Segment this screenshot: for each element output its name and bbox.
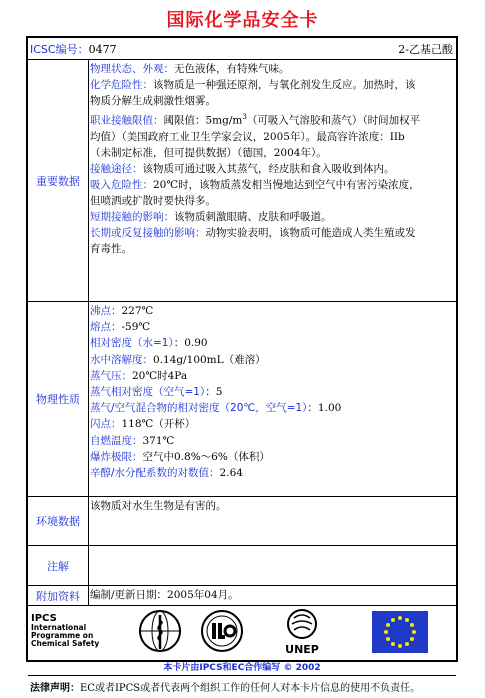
solubility-value: 0.14g/100mL（难溶）	[153, 353, 266, 366]
log-pow-key: 辛醇/水分配系数的对数值：	[90, 467, 220, 480]
autoignition-key: 自燃温度：	[90, 434, 143, 447]
oel-value-3: （未制定标准，但可提供数据）（德国，2004年）。	[90, 146, 327, 159]
chem-hazard-value-1: 该物质是一种强还原剂，与氧化剂发生反应。加热时，该	[153, 79, 416, 91]
melting-point-value: -59℃	[121, 321, 151, 334]
explosive-limits-value: 空气中0.8%～6%（体积）	[142, 450, 270, 463]
page-title: 国际化学品安全卡	[166, 10, 319, 31]
oel-value-1b: （可吸入气溶胶和蒸气）（时间加权平	[246, 114, 421, 127]
ipcs-line-1: International	[31, 623, 87, 632]
short-term-key: 短期接触的影响：	[90, 210, 174, 223]
oel-value-2: 均值）（美国政府工业卫生学家会议，2005年）。最高容许浓度：IIb	[90, 130, 405, 143]
relative-density-key: 相对密度（水=1）	[90, 337, 174, 350]
chem-hazard-key: 化学危险性：	[90, 79, 153, 91]
important-data-content	[89, 60, 456, 301]
long-term-value-1: 动物实验表明，该物质可能造成人类生殖或发	[205, 226, 416, 239]
unep-text: UNEP	[285, 643, 319, 656]
vapour-density-value: ：5	[205, 386, 223, 399]
oel-value-1a: 阈限值：5mg/m	[163, 114, 243, 127]
additional-info-label: 附加资料	[28, 586, 89, 605]
flash-point-value: 118℃（开杯）	[121, 418, 196, 431]
unep-emblem-icon	[284, 608, 320, 642]
inhalation-key: 吸入危险性：	[90, 178, 153, 191]
vapour-density-key: 蒸气相对密度（空气=1）	[90, 386, 206, 399]
oel-key: 职业接触限值：	[90, 114, 164, 127]
state-key: 物理状态、外观：	[90, 63, 174, 75]
icsc-number	[30, 41, 117, 57]
ipcs-title: IPCS	[31, 613, 57, 624]
state-value: 无色液体，有特殊气味。	[174, 63, 290, 75]
ilo-emblem-icon	[200, 609, 244, 653]
legal-text: EC或者IPCS或者代表两个组织工作的任何人对本卡片信息的使用不负责任。	[80, 683, 421, 694]
long-term-key: 长期或反复接触的影响：	[90, 226, 206, 239]
long-term-value-2: 育毒性。	[90, 242, 132, 255]
short-term-value: 该物质刺激眼睛、皮肤和呼吸道。	[174, 210, 332, 223]
relative-density-value: ：0.90	[173, 337, 208, 350]
logo-strip	[28, 606, 456, 656]
environmental-label: 环境数据	[28, 497, 89, 545]
important-data-row	[28, 60, 456, 302]
flash-point-key: 闪点：	[90, 418, 122, 431]
additional-info-text: 编制/更新日期：2005年04月。	[90, 589, 239, 601]
ipcs-logo	[31, 613, 99, 648]
route-key: 接触途径：	[90, 162, 143, 175]
melting-point-key: 熔点：	[90, 321, 122, 334]
physical-properties-content	[89, 302, 456, 496]
chemical-name: 2-乙基己酸	[398, 43, 453, 56]
icsc-label: ICSC编号：	[30, 43, 89, 56]
log-pow-value: 2.64	[219, 467, 243, 480]
legal-label: 法律声明：	[30, 683, 80, 694]
legal-row	[28, 676, 456, 698]
legal-statement	[30, 679, 420, 694]
eu-flag-icon	[372, 611, 428, 653]
autoignition-value: 371℃	[142, 434, 175, 447]
inhalation-value-1: 20℃时，该物质蒸发相当慢地达到空气中有害污染浓度，	[153, 178, 420, 191]
mixture-density-key: 蒸气/空气混合物的相对密度（20℃，空气=1）	[90, 402, 308, 415]
notes-label: 注解	[28, 546, 89, 585]
notes-row	[28, 546, 456, 586]
ipcs-line-3: Chemical Safety	[31, 639, 100, 648]
additional-info-row	[28, 586, 456, 606]
logos-row	[28, 606, 456, 676]
physical-properties-label: 物理性质	[28, 302, 89, 496]
solubility-key: 水中溶解度：	[90, 353, 153, 366]
icsc-card	[26, 36, 458, 694]
boiling-point-key: 沸点：	[90, 305, 122, 317]
environmental-row	[28, 497, 456, 546]
ipcs-line-2: Programme on	[31, 631, 94, 640]
important-data-label: 重要数据	[28, 60, 89, 301]
unep-logo	[278, 608, 326, 655]
physical-properties-row	[28, 302, 456, 497]
explosive-limits-key: 爆炸极限：	[90, 450, 143, 463]
environmental-text: 该物质对水生生物是有害的。	[90, 500, 227, 512]
inhalation-value-2: 但喷洒或扩散时要快得多。	[90, 194, 216, 207]
who-emblem-icon	[138, 609, 182, 653]
credit-line: 本卡片由IPCS和EC合作编写 © 2002	[163, 663, 321, 673]
vapour-pressure-key: 蒸气压：	[90, 369, 132, 382]
chem-hazard-value-2: 物质分解生成刺激性烟雾。	[90, 95, 216, 107]
mixture-density-value: ：1.00	[307, 402, 342, 415]
route-value: 该物质可通过吸入其蒸气，经皮肤和食入吸收到体内。	[142, 162, 395, 175]
notes-text	[89, 546, 456, 585]
icsc-value: 0477	[88, 43, 117, 56]
header-row	[28, 38, 456, 60]
oel-superscript: 3	[242, 113, 247, 121]
boiling-point-value: 227℃	[121, 305, 154, 317]
vapour-pressure-value: 20℃时4Pa	[132, 369, 188, 382]
